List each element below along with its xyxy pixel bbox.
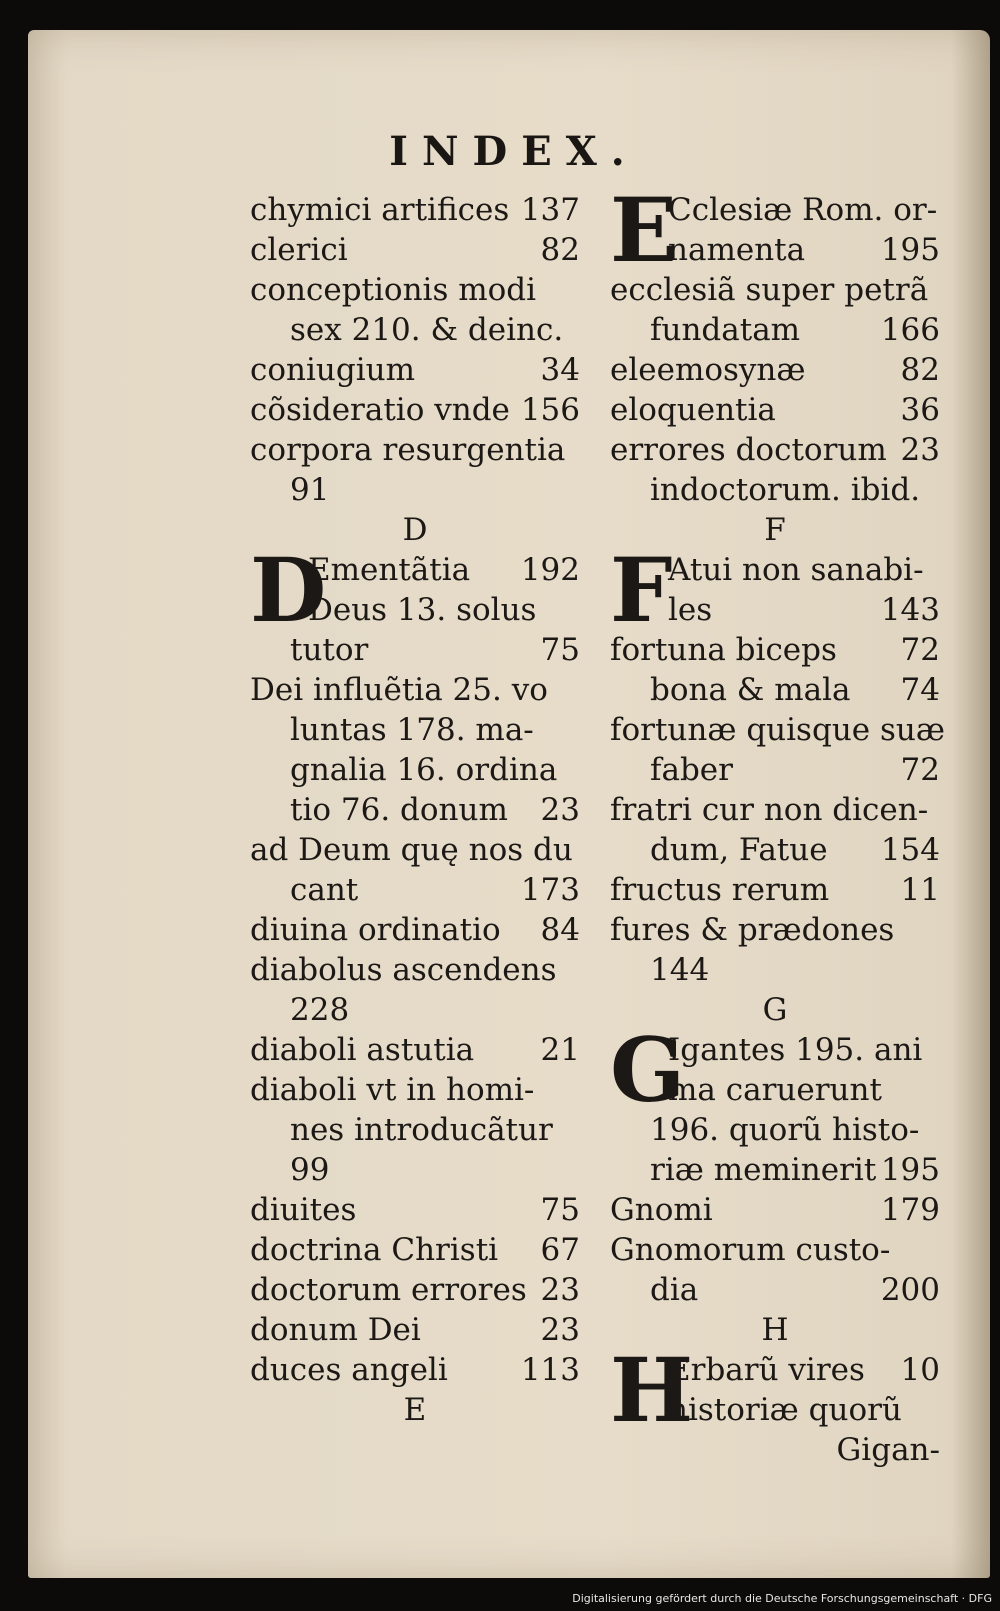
entry-text: nes introducãtur: [290, 1112, 553, 1148]
index-entry-continuation: [610, 1110, 940, 1150]
page-number: 143: [880, 592, 940, 628]
entry-text: donum Dei: [250, 1312, 421, 1348]
page-number: 166: [880, 312, 940, 348]
page-number: 200: [880, 1272, 940, 1308]
index-entry-continuation: [250, 470, 580, 510]
index-entry-continuation: [250, 790, 580, 830]
entry-text: cõsideratio vnde: [250, 392, 510, 428]
entry-text: Cclesiæ Rom. or-: [668, 192, 938, 228]
index-entry: [668, 230, 940, 270]
page-number: 137: [520, 192, 580, 228]
index-entry: [610, 390, 940, 430]
index-entry: [610, 1190, 940, 1230]
page-number: 82: [900, 352, 940, 388]
page-number: 84: [540, 912, 580, 948]
entry-text: tio 76. donum: [290, 792, 508, 828]
page-number: 192: [520, 552, 580, 588]
section-letter: D: [402, 512, 428, 548]
index-entry: [668, 1030, 940, 1070]
initial-entry: [610, 1018, 940, 1122]
entry-text: Gnomorum custo-: [610, 1232, 891, 1268]
entry-text: dia: [650, 1272, 699, 1308]
index-entry-continuation: [610, 1150, 940, 1190]
entry-text: 228: [290, 992, 350, 1028]
entry-text: ecclesiã super petrã: [610, 272, 929, 308]
entry-text: clerici: [250, 232, 348, 268]
entry-text: gnalia 16. ordina: [290, 752, 558, 788]
index-entry: [250, 190, 580, 230]
initial-entry: [610, 178, 940, 282]
index-entry: [250, 230, 580, 270]
entry-text: les: [668, 592, 713, 628]
page-number: 154: [880, 832, 940, 868]
page-number: 23: [900, 432, 940, 468]
page-number: 10: [900, 1352, 940, 1388]
digitization-credit: Digitalisierung gefördert durch die Deutsche Forschungsgemeinschaft · DFG: [572, 1592, 992, 1605]
index-entry: [250, 1070, 580, 1110]
entry-text: diuina ordinatio: [250, 912, 501, 948]
index-entry: [250, 1230, 580, 1270]
index-entry-continuation: [250, 710, 580, 750]
entry-text: diabolus ascendens: [250, 952, 557, 988]
page-number: 156: [520, 392, 580, 428]
page-number: 72: [900, 632, 940, 668]
entry-text: coniugium: [250, 352, 415, 388]
entry-text: sex 210. & deinc.: [290, 312, 564, 348]
entry-text: faber: [650, 752, 733, 788]
entry-text: eleemosynæ: [610, 352, 806, 388]
index-entry-continuation: [610, 1430, 940, 1470]
page-number: 179: [880, 1192, 940, 1228]
page-number: 23: [540, 1272, 580, 1308]
initial-lines: [668, 190, 940, 270]
index-entry: [668, 190, 940, 230]
index-entry: [250, 1350, 580, 1390]
index-entry: [250, 1190, 580, 1230]
entry-text: doctrina Christi: [250, 1232, 499, 1268]
index-entry-continuation: [610, 310, 940, 350]
section-letter: G: [762, 992, 788, 1028]
index-entry-continuation: [250, 630, 580, 670]
page-number: 75: [540, 632, 580, 668]
entry-text: fratri cur non dicen-: [610, 792, 929, 828]
index-entry: [250, 1270, 580, 1310]
index-entry: [610, 430, 940, 470]
entry-text: Erbarũ vires: [668, 1352, 865, 1388]
index-entry-continuation: [250, 310, 580, 350]
index-entry: [610, 910, 940, 950]
page-title: INDEX.: [389, 128, 639, 175]
index-entry-continuation: [610, 470, 940, 510]
entry-text: fortuna biceps: [610, 632, 837, 668]
index-entry-continuation: [610, 750, 940, 790]
entry-text: 91: [290, 472, 330, 508]
index-entry: [610, 870, 940, 910]
drop-cap: D: [250, 538, 327, 642]
entry-text: duces angeli: [250, 1352, 448, 1388]
index-entry: [668, 550, 940, 590]
index-entry-continuation: [250, 990, 580, 1030]
entry-text: dum, Fatue: [650, 832, 828, 868]
page-number: 36: [900, 392, 940, 428]
entry-text: Dei influẽtia 25. vo: [250, 672, 548, 708]
entry-text: eloquentia: [610, 392, 776, 428]
entry-text: luntas 178. ma-: [290, 712, 534, 748]
initial-lines: [668, 1030, 940, 1110]
entry-text: namenta: [668, 232, 806, 268]
index-entry: [610, 1230, 940, 1270]
entry-text: fures & prædones: [610, 912, 895, 948]
index-entry: [610, 710, 945, 750]
page-number: 23: [540, 1312, 580, 1348]
entry-text: fortunæ quisque suæ: [610, 712, 945, 748]
entry-text: cant: [290, 872, 359, 908]
entry-text: historiæ quorũ: [668, 1392, 902, 1428]
index-entry: [668, 1350, 940, 1390]
index-column-right: [610, 178, 945, 1470]
entry-text: fundatam: [650, 312, 801, 348]
index-entry: [610, 790, 940, 830]
index-entry: [250, 1310, 580, 1350]
index-entry: [668, 1390, 940, 1430]
drop-cap: E: [610, 178, 678, 282]
section-letter: H: [761, 1312, 789, 1348]
entry-text: 99: [290, 1152, 330, 1188]
drop-cap: H: [610, 1338, 694, 1442]
page-number: 195: [880, 1152, 940, 1188]
entry-text: ad Deum quę nos du: [250, 832, 573, 868]
entry-text: Gnomi: [610, 1192, 713, 1228]
index-entry: [250, 430, 580, 470]
entry-text: 196. quorũ histo-: [650, 1112, 920, 1148]
entry-text: ma caruerunt: [668, 1072, 882, 1108]
entry-text: Deus 13. solus: [308, 592, 537, 628]
initial-lines: [308, 550, 580, 630]
book-page: [28, 30, 990, 1578]
entry-text: bona & mala: [650, 672, 851, 708]
index-entry: [308, 550, 580, 590]
index-entry: [610, 630, 940, 670]
entry-text: corpora resurgentia: [250, 432, 566, 468]
index-entry: [250, 1030, 580, 1070]
entry-text: Ementãtia: [308, 552, 471, 588]
initial-entry: [610, 1338, 940, 1442]
initial-lines: [668, 1350, 940, 1430]
page-number: 67: [540, 1232, 580, 1268]
index-entry-continuation: [610, 830, 940, 870]
entry-text: riæ meminerit: [650, 1152, 877, 1188]
entry-text: chymici artifices: [250, 192, 510, 228]
entry-text: errores doctorum: [610, 432, 887, 468]
index-entry-continuation: [610, 670, 940, 710]
page-number: 173: [520, 872, 580, 908]
section-letter: E: [403, 1392, 427, 1428]
entry-text: Atui non sanabi-: [668, 552, 924, 588]
entry-text: indoctorum. ibid.: [650, 472, 921, 508]
page-number: 113: [520, 1352, 580, 1388]
index-column-left: [250, 190, 580, 1430]
index-entry: [250, 270, 580, 310]
entry-text: 144: [650, 952, 710, 988]
index-entry: [250, 670, 580, 710]
index-entry-continuation: [610, 1270, 940, 1310]
entry-text: doctorum errores: [250, 1272, 527, 1308]
page-number: 11: [900, 872, 940, 908]
index-entry-continuation: [250, 870, 580, 910]
index-entry: [668, 1070, 940, 1110]
entry-text: Gigan-: [836, 1432, 940, 1468]
index-entry: [250, 350, 580, 390]
page-number: 23: [540, 792, 580, 828]
index-entry: [610, 350, 940, 390]
initial-entry: [610, 538, 940, 642]
page-number: 74: [900, 672, 940, 708]
index-entry-continuation: [250, 750, 580, 790]
index-entry: [308, 590, 580, 630]
index-entry: [250, 950, 580, 990]
entry-text: diaboli astutia: [250, 1032, 475, 1068]
page-number: 21: [540, 1032, 580, 1068]
index-entry: [250, 910, 580, 950]
index-entry-continuation: [250, 1110, 580, 1150]
index-entry-continuation: [250, 1150, 580, 1190]
initial-entry: [250, 538, 580, 642]
drop-cap: G: [610, 1018, 686, 1122]
page-number: 72: [900, 752, 940, 788]
index-entry: [610, 270, 940, 310]
entry-text: diuites: [250, 1192, 357, 1228]
section-letter: F: [764, 512, 786, 548]
page-number: 195: [880, 232, 940, 268]
drop-cap: F: [610, 538, 673, 642]
index-entry-continuation: [610, 950, 940, 990]
page-number: 75: [540, 1192, 580, 1228]
index-entry: [668, 590, 940, 630]
index-entry: [250, 830, 580, 870]
entry-text: Igantes 195. ani: [668, 1032, 923, 1068]
page-number: 34: [540, 352, 580, 388]
entry-text: tutor: [290, 632, 369, 668]
entry-text: diaboli vt in homi-: [250, 1072, 535, 1108]
entry-text: conceptionis modi: [250, 272, 537, 308]
page-number: 82: [540, 232, 580, 268]
initial-lines: [668, 550, 940, 630]
index-entry: [250, 390, 580, 430]
entry-text: fructus rerum: [610, 872, 830, 908]
